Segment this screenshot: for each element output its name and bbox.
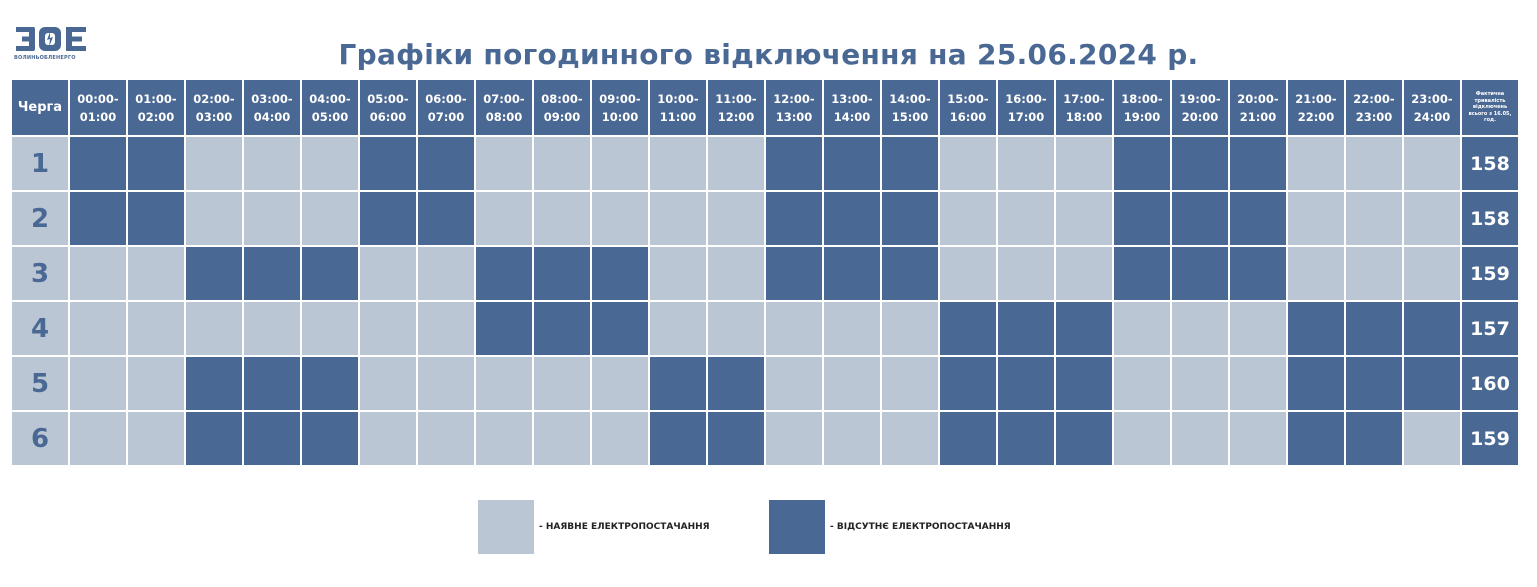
time-slot-header bbox=[1172, 80, 1228, 135]
slot-power-off bbox=[766, 192, 822, 245]
slot-power-on bbox=[1172, 357, 1228, 410]
slot-power-off bbox=[1288, 357, 1344, 410]
slot-power-on bbox=[360, 302, 416, 355]
slot-power-on bbox=[476, 412, 532, 465]
slot-power-on bbox=[998, 192, 1054, 245]
slot-power-off bbox=[1230, 247, 1286, 300]
time-slot-header bbox=[418, 80, 474, 135]
slot-power-off bbox=[998, 357, 1054, 410]
slot-end: 17:00 bbox=[1007, 109, 1045, 124]
slot-power-off bbox=[70, 192, 126, 245]
table-row bbox=[12, 192, 1518, 245]
time-slot-header bbox=[1114, 80, 1170, 135]
slot-power-off bbox=[186, 247, 242, 300]
slot-power-on bbox=[998, 247, 1054, 300]
slot-power-on bbox=[998, 137, 1054, 190]
total-hours: 157 bbox=[1462, 302, 1518, 355]
slot-power-on bbox=[244, 137, 300, 190]
slot-power-off bbox=[1230, 137, 1286, 190]
slot-start: 23:00- bbox=[1411, 91, 1453, 106]
slot-power-off bbox=[1288, 412, 1344, 465]
slot-start: 21:00- bbox=[1295, 91, 1337, 106]
queue-number: 2 bbox=[12, 192, 68, 245]
slot-power-on bbox=[186, 192, 242, 245]
slot-power-on bbox=[186, 302, 242, 355]
slot-power-off bbox=[1114, 247, 1170, 300]
time-slot-header bbox=[824, 80, 880, 135]
slot-end: 05:00 bbox=[311, 109, 349, 124]
slot-end: 12:00 bbox=[717, 109, 755, 124]
slot-end: 08:00 bbox=[485, 109, 523, 124]
slot-power-on bbox=[302, 192, 358, 245]
slot-power-off bbox=[824, 192, 880, 245]
slot-power-on bbox=[70, 302, 126, 355]
slot-power-on bbox=[708, 247, 764, 300]
slot-start: 16:00- bbox=[1005, 91, 1047, 106]
slot-power-off bbox=[1172, 192, 1228, 245]
slot-power-off bbox=[302, 247, 358, 300]
slot-power-on bbox=[1056, 247, 1112, 300]
slot-end: 13:00 bbox=[775, 109, 813, 124]
slot-start: 07:00- bbox=[483, 91, 525, 106]
slot-end: 11:00 bbox=[659, 109, 697, 124]
slot-power-on bbox=[1404, 247, 1460, 300]
time-slot-header bbox=[882, 80, 938, 135]
slot-end: 20:00 bbox=[1181, 109, 1219, 124]
legend-label-absent: - ВІДСУТНЄ ЕЛЕКТРОПОСТАЧАННЯ bbox=[830, 522, 1011, 532]
slot-power-on bbox=[1288, 192, 1344, 245]
time-slot-header bbox=[766, 80, 822, 135]
slot-start: 20:00- bbox=[1237, 91, 1279, 106]
slot-power-on bbox=[1404, 192, 1460, 245]
slot-power-on bbox=[650, 247, 706, 300]
slot-power-off bbox=[766, 247, 822, 300]
slot-start: 03:00- bbox=[251, 91, 293, 106]
slot-start: 02:00- bbox=[193, 91, 235, 106]
slot-power-on bbox=[1114, 302, 1170, 355]
slot-power-off bbox=[1056, 412, 1112, 465]
total-hours: 159 bbox=[1462, 247, 1518, 300]
slot-power-on bbox=[766, 302, 822, 355]
slot-power-on bbox=[824, 302, 880, 355]
queue-number: 1 bbox=[12, 137, 68, 190]
slot-power-off bbox=[998, 412, 1054, 465]
table-row bbox=[12, 137, 1518, 190]
time-slot-header bbox=[1404, 80, 1460, 135]
slot-power-on bbox=[650, 302, 706, 355]
slot-start: 01:00- bbox=[135, 91, 177, 106]
slot-power-on bbox=[360, 247, 416, 300]
slot-power-on bbox=[1230, 302, 1286, 355]
total-hours: 158 bbox=[1462, 192, 1518, 245]
slot-power-off bbox=[1230, 192, 1286, 245]
time-slot-header bbox=[592, 80, 648, 135]
legend-swatch-absent bbox=[769, 500, 825, 554]
slot-end: 21:00 bbox=[1239, 109, 1277, 124]
slot-power-off bbox=[476, 302, 532, 355]
slot-power-off bbox=[360, 192, 416, 245]
page-title: Графіки погодинного відключення на 25.06.2024 р. bbox=[338, 38, 1199, 71]
slot-power-off bbox=[882, 247, 938, 300]
slot-power-off bbox=[766, 137, 822, 190]
slot-power-on bbox=[1172, 302, 1228, 355]
slot-power-off bbox=[186, 412, 242, 465]
slot-power-on bbox=[708, 192, 764, 245]
slot-power-on bbox=[1114, 357, 1170, 410]
slot-end: 19:00 bbox=[1123, 109, 1161, 124]
queue-number: 3 bbox=[12, 247, 68, 300]
queue-number: 6 bbox=[12, 412, 68, 465]
slot-start: 00:00- bbox=[77, 91, 119, 106]
slot-power-on bbox=[128, 412, 184, 465]
slot-power-off bbox=[302, 357, 358, 410]
time-slot-header bbox=[302, 80, 358, 135]
slot-end: 02:00 bbox=[137, 109, 175, 124]
slot-power-off bbox=[128, 192, 184, 245]
slot-start: 05:00- bbox=[367, 91, 409, 106]
slot-power-off bbox=[998, 302, 1054, 355]
slot-start: 08:00- bbox=[541, 91, 583, 106]
slot-power-off bbox=[708, 412, 764, 465]
slot-power-on bbox=[592, 357, 648, 410]
slot-power-off bbox=[1288, 302, 1344, 355]
slot-start: 19:00- bbox=[1179, 91, 1221, 106]
slot-power-off bbox=[824, 247, 880, 300]
slot-power-on bbox=[650, 137, 706, 190]
slot-power-on bbox=[1288, 247, 1344, 300]
slot-power-on bbox=[244, 192, 300, 245]
slot-power-off bbox=[302, 412, 358, 465]
slot-power-on bbox=[824, 412, 880, 465]
slot-end: 04:00 bbox=[253, 109, 291, 124]
slot-power-off bbox=[1346, 302, 1402, 355]
table-row bbox=[12, 357, 1518, 410]
slot-end: 23:00 bbox=[1355, 109, 1393, 124]
table-row bbox=[12, 247, 1518, 300]
slot-power-off bbox=[940, 357, 996, 410]
slot-power-off bbox=[244, 412, 300, 465]
slot-power-off bbox=[534, 247, 590, 300]
slot-power-on bbox=[244, 302, 300, 355]
slot-start: 10:00- bbox=[657, 91, 699, 106]
slot-end: 16:00 bbox=[949, 109, 987, 124]
slot-power-off bbox=[882, 192, 938, 245]
slot-power-on bbox=[1346, 247, 1402, 300]
slot-power-on bbox=[824, 357, 880, 410]
slot-power-off bbox=[418, 137, 474, 190]
slot-start: 06:00- bbox=[425, 91, 467, 106]
total-hours: 158 bbox=[1462, 137, 1518, 190]
slot-power-on bbox=[1172, 412, 1228, 465]
time-slot-header bbox=[708, 80, 764, 135]
slot-power-on bbox=[128, 247, 184, 300]
slot-power-off bbox=[70, 137, 126, 190]
slot-power-on bbox=[360, 412, 416, 465]
time-slot-header bbox=[1230, 80, 1286, 135]
slot-power-off bbox=[708, 357, 764, 410]
slot-power-on bbox=[186, 137, 242, 190]
queue-number: 5 bbox=[12, 357, 68, 410]
slot-power-on bbox=[70, 247, 126, 300]
slot-power-on bbox=[476, 192, 532, 245]
slot-power-on bbox=[1404, 412, 1460, 465]
slot-power-on bbox=[476, 137, 532, 190]
slot-start: 04:00- bbox=[309, 91, 351, 106]
time-slot-header bbox=[998, 80, 1054, 135]
slot-power-off bbox=[1404, 302, 1460, 355]
slot-power-off bbox=[244, 357, 300, 410]
slot-power-on bbox=[128, 302, 184, 355]
slot-start: 15:00- bbox=[947, 91, 989, 106]
slot-power-on bbox=[418, 302, 474, 355]
table-header-row bbox=[12, 80, 1518, 135]
slot-power-on bbox=[128, 357, 184, 410]
total-hours: 160 bbox=[1462, 357, 1518, 410]
slot-power-on bbox=[1056, 137, 1112, 190]
slot-power-off bbox=[1346, 412, 1402, 465]
slot-power-off bbox=[882, 137, 938, 190]
slot-power-on bbox=[1404, 137, 1460, 190]
time-slot-header bbox=[186, 80, 242, 135]
slot-end: 09:00 bbox=[543, 109, 581, 124]
slot-power-off bbox=[476, 247, 532, 300]
legend-swatch-available bbox=[478, 500, 534, 554]
slot-power-off bbox=[650, 412, 706, 465]
time-slot-header bbox=[1288, 80, 1344, 135]
slot-power-on bbox=[1056, 192, 1112, 245]
slot-power-off bbox=[824, 137, 880, 190]
slot-power-on bbox=[940, 192, 996, 245]
table-row bbox=[12, 412, 1518, 465]
slot-power-off bbox=[1114, 192, 1170, 245]
table-row bbox=[12, 302, 1518, 355]
queue-number: 4 bbox=[12, 302, 68, 355]
slot-start: 11:00- bbox=[715, 91, 757, 106]
slot-power-off bbox=[244, 247, 300, 300]
slot-power-off bbox=[1172, 137, 1228, 190]
slot-power-on bbox=[70, 412, 126, 465]
logo-text: ВОЛИНЬОБЛЕНЕРГО bbox=[14, 55, 76, 61]
time-slot-header bbox=[534, 80, 590, 135]
slot-end: 18:00 bbox=[1065, 109, 1103, 124]
slot-end: 15:00 bbox=[891, 109, 929, 124]
slot-end: 10:00 bbox=[601, 109, 639, 124]
slot-power-on bbox=[302, 137, 358, 190]
slot-power-off bbox=[592, 247, 648, 300]
slot-power-on bbox=[1346, 137, 1402, 190]
legend-power-available bbox=[478, 500, 710, 554]
slot-power-off bbox=[940, 412, 996, 465]
slot-power-off bbox=[360, 137, 416, 190]
time-slot-header bbox=[940, 80, 996, 135]
slot-end: 22:00 bbox=[1297, 109, 1335, 124]
slot-end: 07:00 bbox=[427, 109, 465, 124]
slot-power-on bbox=[418, 357, 474, 410]
slot-power-on bbox=[882, 412, 938, 465]
slot-end: 01:00 bbox=[79, 109, 117, 124]
slot-power-off bbox=[128, 137, 184, 190]
slot-power-off bbox=[186, 357, 242, 410]
slot-power-off bbox=[650, 357, 706, 410]
slot-power-on bbox=[302, 302, 358, 355]
slot-power-on bbox=[766, 412, 822, 465]
slot-power-on bbox=[592, 192, 648, 245]
time-slot-header bbox=[476, 80, 532, 135]
slot-power-on bbox=[534, 137, 590, 190]
slot-power-off bbox=[1056, 357, 1112, 410]
slot-power-off bbox=[940, 302, 996, 355]
time-slot-header bbox=[650, 80, 706, 135]
slot-power-on bbox=[1230, 412, 1286, 465]
total-duration-header: Фактична тривалість відключень всього з 16.05, год. bbox=[1462, 80, 1518, 135]
slot-end: 03:00 bbox=[195, 109, 233, 124]
slot-power-on bbox=[1346, 192, 1402, 245]
slot-power-on bbox=[708, 302, 764, 355]
slot-power-on bbox=[708, 137, 764, 190]
slot-power-on bbox=[882, 302, 938, 355]
slot-power-off bbox=[418, 192, 474, 245]
slot-power-off bbox=[1056, 302, 1112, 355]
slot-power-off bbox=[534, 302, 590, 355]
slot-power-on bbox=[940, 247, 996, 300]
slot-power-on bbox=[1230, 357, 1286, 410]
slot-power-on bbox=[650, 192, 706, 245]
queue-column-header: Черга bbox=[12, 80, 68, 135]
slot-power-on bbox=[766, 357, 822, 410]
slot-power-off bbox=[592, 302, 648, 355]
slot-power-off bbox=[1346, 357, 1402, 410]
slot-power-on bbox=[592, 137, 648, 190]
slot-power-on bbox=[534, 412, 590, 465]
outage-schedule-table bbox=[12, 80, 1518, 465]
slot-power-off bbox=[1404, 357, 1460, 410]
total-hours: 159 bbox=[1462, 412, 1518, 465]
time-slot-header bbox=[70, 80, 126, 135]
legend-power-absent bbox=[769, 500, 1011, 554]
slot-end: 24:00 bbox=[1413, 109, 1451, 124]
slot-power-on bbox=[882, 357, 938, 410]
slot-power-on bbox=[476, 357, 532, 410]
slot-end: 14:00 bbox=[833, 109, 871, 124]
time-slot-header bbox=[1346, 80, 1402, 135]
slot-power-off bbox=[1114, 137, 1170, 190]
slot-power-on bbox=[418, 247, 474, 300]
slot-power-on bbox=[1288, 137, 1344, 190]
slot-power-off bbox=[1172, 247, 1228, 300]
slot-start: 18:00- bbox=[1121, 91, 1163, 106]
slot-start: 14:00- bbox=[889, 91, 931, 106]
slot-power-on bbox=[592, 412, 648, 465]
slot-power-on bbox=[534, 357, 590, 410]
slot-end: 06:00 bbox=[369, 109, 407, 124]
slot-power-on bbox=[70, 357, 126, 410]
time-slot-header bbox=[244, 80, 300, 135]
slot-start: 13:00- bbox=[831, 91, 873, 106]
legend-label-available: - НАЯВНЕ ЕЛЕКТРОПОСТАЧАННЯ bbox=[539, 522, 710, 532]
time-slot-header bbox=[1056, 80, 1112, 135]
slot-power-on bbox=[360, 357, 416, 410]
time-slot-header bbox=[128, 80, 184, 135]
slot-power-on bbox=[940, 137, 996, 190]
slot-power-on bbox=[534, 192, 590, 245]
slot-start: 17:00- bbox=[1063, 91, 1105, 106]
slot-start: 12:00- bbox=[773, 91, 815, 106]
slot-power-on bbox=[1114, 412, 1170, 465]
time-slot-header bbox=[360, 80, 416, 135]
slot-start: 22:00- bbox=[1353, 91, 1395, 106]
slot-start: 09:00- bbox=[599, 91, 641, 106]
slot-power-on bbox=[418, 412, 474, 465]
